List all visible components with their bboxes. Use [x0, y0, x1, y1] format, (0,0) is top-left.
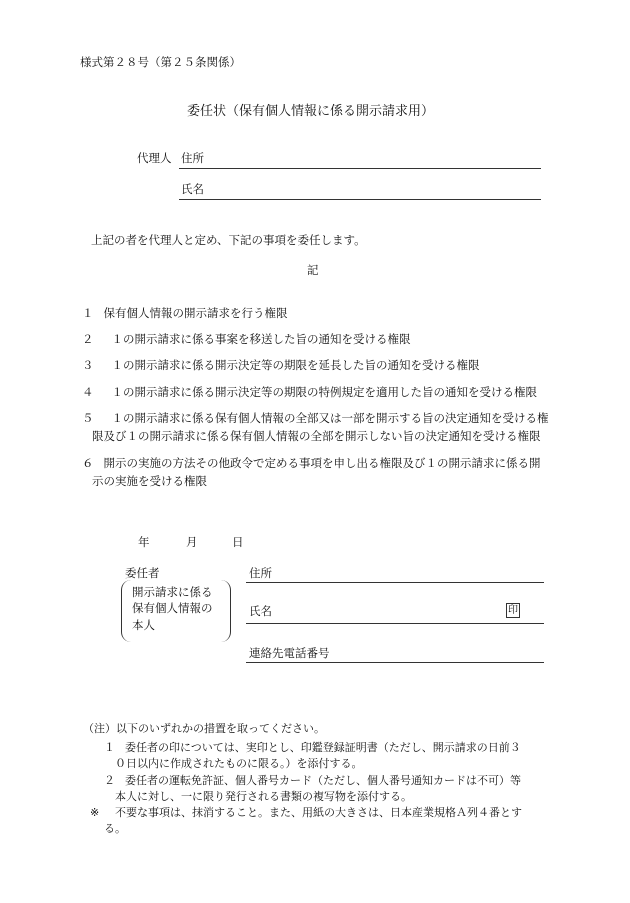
- item-number: ３: [82, 358, 94, 372]
- principal-address-line[interactable]: [246, 582, 544, 583]
- item-text: １の開示請求に係る開示決定等の期限を延長した旨の通知を受ける権限: [111, 358, 480, 372]
- seal-mark: 印: [508, 605, 518, 616]
- principal-label: 委任者: [125, 566, 160, 580]
- remark-line-1: 不要な事項は、抹消すること。また、用紙の大きさは、日本産業規格Ａ列４番とす: [115, 806, 522, 819]
- item-number: ４: [82, 385, 94, 399]
- principal-description-2: 保有個人情報の: [132, 601, 213, 615]
- date-day: 日: [232, 535, 244, 549]
- item-text: １の開示請求に係る事案を移送した旨の通知を受ける権限: [111, 332, 411, 346]
- list-item: [82, 357, 480, 373]
- item-text: １の開示請求に係る開示決定等の期限の特例規定を適用した旨の通知を受ける権限: [111, 385, 537, 399]
- remark-mark: ※: [90, 806, 100, 819]
- item-text: １の開示請求に係る保有個人情報の全部又は一部を開示する旨の決定通知を受ける権: [111, 411, 549, 425]
- list-item: [82, 331, 411, 347]
- notes-header: （注）以下のいずれかの措置を取ってください。: [83, 722, 325, 735]
- delegation-statement: 上記の者を代理人と定め、下記の事項を委任します。: [91, 233, 366, 247]
- item-number: ２: [82, 332, 94, 346]
- list-item: [82, 455, 541, 471]
- item-number: ５: [82, 411, 94, 425]
- ki-heading: 記: [307, 263, 319, 277]
- item-text-continued: 示の実施を受ける権限: [92, 474, 207, 488]
- principal-name-label: 氏名: [249, 604, 272, 618]
- note-2-line-1: 委任者の運転免許証、個人番号カード（ただし、個人番号通知カードは不可）等: [125, 774, 521, 787]
- agent-name-line[interactable]: [179, 199, 541, 200]
- item-number: ６: [82, 456, 94, 470]
- agent-label: 代理人: [137, 151, 172, 165]
- list-item: [82, 384, 537, 400]
- list-item: [82, 410, 549, 426]
- principal-address-label: 住所: [249, 566, 272, 580]
- item-text: 開示の実施の方法その他政令で定める事項を申し出る権限及び１の開示請求に係る開: [103, 456, 541, 470]
- note-2-line-2: 本人に対し、一に限り発行される書類の複写物を添付する。: [115, 790, 412, 803]
- form-number: 様式第２８号（第２５条関係）: [80, 55, 241, 69]
- item-text: 保有個人情報の開示請求を行う権限: [103, 306, 288, 320]
- agent-address-label: 住所: [181, 151, 204, 165]
- list-item: [82, 305, 288, 321]
- note-1-number: １: [104, 741, 115, 754]
- item-text-continued: 限及び１の開示請求に係る保有個人情報の全部を開示しない旨の決定通知を受ける権限: [92, 429, 541, 443]
- principal-description-3: 本人: [132, 618, 155, 632]
- remark-line-2: る。: [104, 822, 126, 835]
- principal-name-line[interactable]: [246, 623, 544, 624]
- date-month: 月: [186, 535, 198, 549]
- page-title: 委任状（保有個人情報に係る開示請求用）: [187, 104, 435, 119]
- note-1-line-1: 委任者の印については、実印とし、印鑑登録証明書（ただし、開示請求の日前３: [125, 741, 521, 754]
- principal-description-1: 開示請求に係る: [132, 585, 213, 599]
- principal-phone-line[interactable]: [246, 662, 544, 663]
- agent-name-label: 氏名: [181, 182, 204, 196]
- note-2-number: ２: [104, 774, 115, 787]
- item-number: １: [82, 306, 94, 320]
- note-1-line-2: ０日以内に作成されたものに限る。）を添付する。: [115, 757, 363, 770]
- principal-phone-label: 連絡先電話番号: [249, 646, 330, 660]
- agent-address-line[interactable]: [179, 168, 541, 169]
- date-year: 年: [138, 535, 150, 549]
